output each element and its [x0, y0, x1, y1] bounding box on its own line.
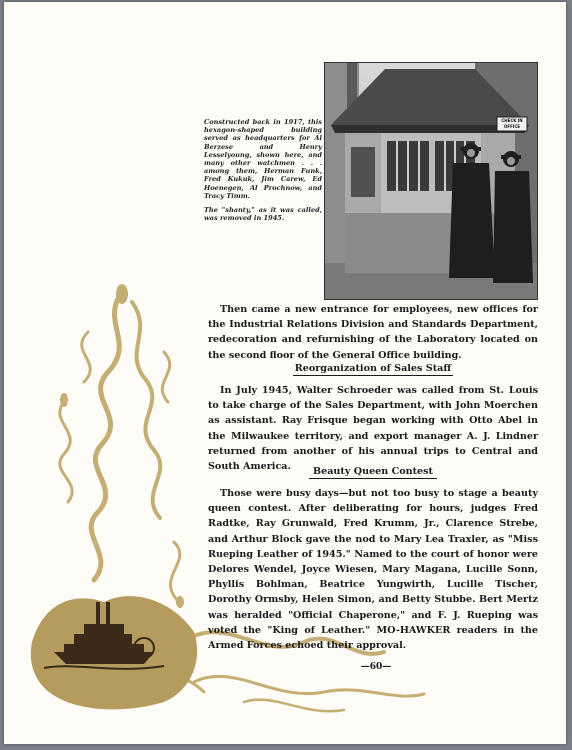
check-in-office-sign: CHECK IN OFFICE [501, 118, 523, 129]
watchman-shanty-photo [324, 62, 538, 300]
section-heading [208, 363, 538, 376]
section-heading-text: Reorganization of Sales Staff [294, 363, 452, 374]
caption-paragraph: The "shanty," as it was called, was removed in 1945. [204, 206, 322, 223]
section-body-text: Those were busy days—but not too busy to stage a beauty queen contest. After deliberating for hours, judges Fred Radtke, Ray Grunwald, Fred Krumm, Jr., Clarence Strebe, and Arthur Block gave the nod to Mary Lea Traxler, as "Miss Rueping Leather of 1945." Named to the court of honor were Delores Wendel, Joyce Wiesen, Mary Magana, Lucille Sonn, Phyllis Bohlman, Beatrice Yungwirth, Lucille Tischer, Dorothy Ormsby, Helen Simon, and Betty Stubbe. Bert Mertz was heralded "Official Chaperone," and F. J. Rueping was voted the "King of Leather." MO-HAWKER readers in the Armed Forces echoed their approval. [208, 488, 538, 652]
section-heading-text: Beauty Queen Contest [313, 466, 433, 477]
document-page [4, 2, 566, 744]
beauty-contest-paragraph [208, 486, 538, 653]
intro-text: Then came a new entrance for employees, new offices for the Industrial Relations Division and Standards Department, redecoration and refurnishing of the Laboratory located on the second floor of the General Office building. [208, 304, 538, 361]
photo-caption [204, 118, 322, 228]
section-heading [208, 466, 538, 479]
page-number: —60— [360, 662, 392, 672]
section-body-text: In July 1945, Walter Schroeder was called from St. Louis to take charge of the Sales Department, with John Moerchen as assistant. Ray Frisque began working with Otto Abel in the Milwaukee territory, and export manager A. J. Lindner returned from another of his annual trips to Central and South America. [208, 385, 538, 473]
sales-staff-paragraph [208, 383, 538, 474]
intro-paragraph [208, 302, 538, 363]
caption-paragraph: Constructed back in 1917, this hexagon-shaped building served as headquarters for Al Berzese and Henry Lesselyoung, shown here, and many other watchmen . . . among them, Herman Funk, Fred Kukuk, Jim Carew, Ed Hoenegen, Al Prochnow, and Tracy Timm. [204, 118, 322, 200]
